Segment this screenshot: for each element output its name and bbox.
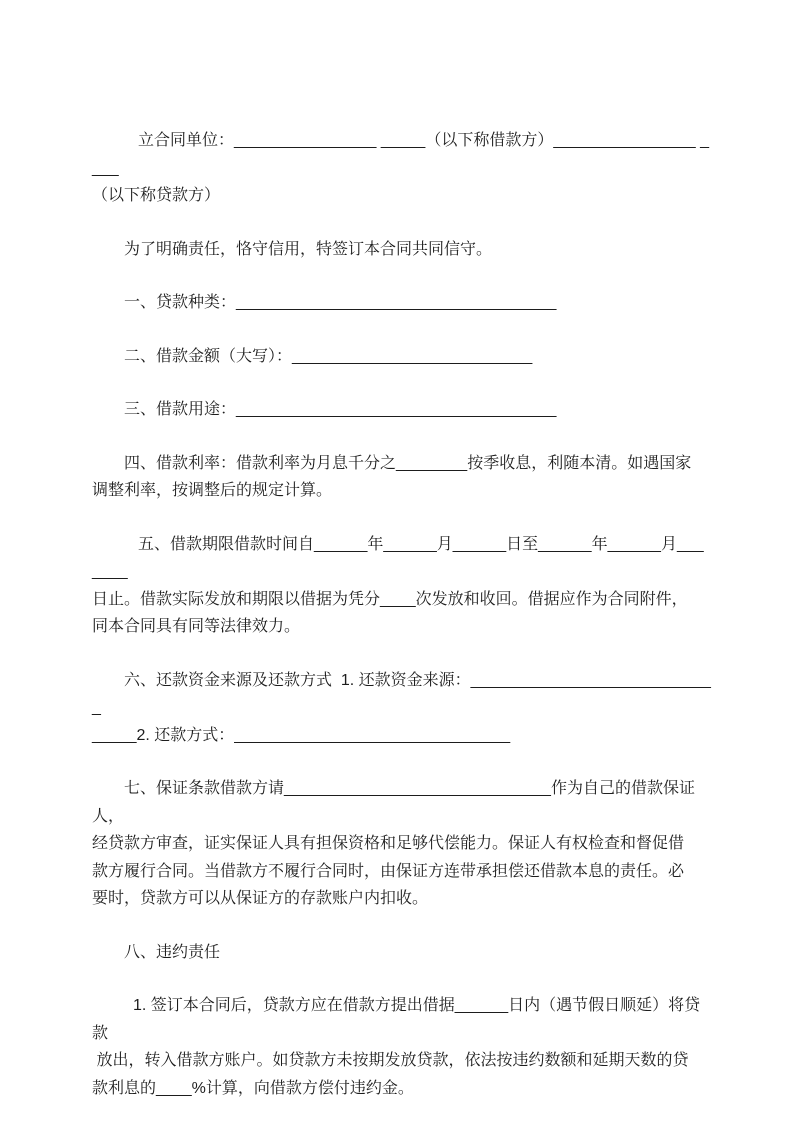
paragraph-parties	[92, 127, 711, 210]
text-line-liability-2: 放出，转入借款方账户。如贷款方未按期发放贷款，依法按违约数额和延期天数的贷	[92, 1052, 689, 1069]
paragraph-clause-8-heading	[92, 939, 711, 967]
paragraph-clause-7-guarantee	[92, 775, 711, 913]
text-line-loan-term-1: 五、借款期限借款时间自______年______月______日至______年______月_______	[92, 535, 704, 580]
paragraph-clause-6-repayment	[92, 667, 711, 750]
text-line-interest-rate-1: 四、借款利率：借款利率为月息千分之________按季收息，利随本清。如遇国家	[124, 454, 692, 472]
text-line-loan-amount: 二、借款金额（大写）：___________________________	[124, 347, 533, 365]
text-line-interest-rate-2: 调整利率，按调整后的规定计算。	[92, 482, 333, 499]
text-line-preamble: 为了明确责任，恪守信用，特签订本合同共同信守。	[124, 240, 493, 258]
paragraph-clause-5-loan-term	[92, 531, 711, 641]
paragraph-preamble	[92, 236, 711, 264]
text-line-guarantee-3: 款方履行合同。当借款方不履行合同时，由保证方连带承担偿还借款本息的责任。必	[92, 862, 685, 880]
text-line-parties-1: 立合同单位：________________ _____（以下称借款方）________________ ____	[92, 132, 710, 177]
paragraph-clause-2-loan-amount	[92, 343, 711, 371]
paragraph-clause-3-loan-purpose	[92, 396, 711, 424]
text-line-liability-1: 1. 签订本合同后，贷款方应在借款方提出借据______日内（遇节假日顺延）将贷款	[92, 997, 701, 1042]
text-line-liability-heading: 八、违约责任	[124, 943, 221, 961]
paragraph-clause-4-interest-rate	[92, 450, 711, 505]
text-line-repayment-2: _____2. 还款方式：_______________________________	[92, 726, 511, 744]
text-line-repayment-1: 六、还款资金来源及还款方式 1. 还款资金来源：____________________________	[92, 671, 711, 716]
text-line-loan-term-2: 日止。借款实际发放和期限以借据为凭分____次发放和收回。借据应作为合同附件，	[92, 590, 688, 608]
text-line-parties-2: （以下称贷款方）	[92, 187, 221, 204]
text-line-loan-type: 一、贷款种类：____________________________________	[124, 294, 557, 311]
text-line-loan-purpose: 三、借款用途：____________________________________	[124, 401, 557, 418]
text-line-guarantee-4: 要时，贷款方可以从保证方的存款账户内扣收。	[92, 890, 429, 907]
text-line-liability-3: 款利息的____%计算，向借款方偿付违约金。	[92, 1079, 414, 1097]
text-line-loan-term-3: 同本合同具有同等法律效力。	[92, 618, 301, 635]
paragraph-clause-1-loan-type	[92, 289, 711, 317]
text-line-guarantee-1: 七、保证条款借款方请______________________________作为自己的借款保证人，	[92, 780, 695, 825]
text-line-guarantee-2: 经贷款方审查，证实保证人具有担保资格和足够代偿能力。保证人有权检查和督促借	[92, 835, 685, 852]
paragraph-clause-8-item-1	[92, 992, 711, 1102]
